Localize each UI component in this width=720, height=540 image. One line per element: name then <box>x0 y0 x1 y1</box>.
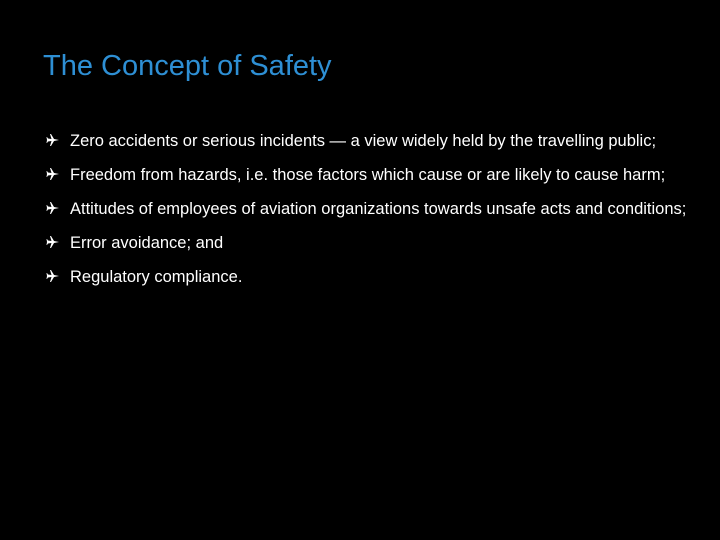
airplane-icon <box>46 269 60 283</box>
bullet-list <box>48 130 698 288</box>
bullet-text: Freedom from hazards, i.e. those factors which cause or are likely to cause harm; <box>70 166 666 184</box>
bullet-item <box>48 198 698 220</box>
airplane-icon <box>46 201 60 215</box>
bullet-text: Regulatory compliance. <box>70 268 243 286</box>
bullet-text: Attitudes of employees of aviation organizations towards unsafe acts and conditions; <box>70 200 687 218</box>
airplane-icon <box>46 133 60 147</box>
slide-title: The Concept of Safety <box>43 50 332 82</box>
bullet-item <box>48 130 698 152</box>
airplane-icon <box>46 235 60 249</box>
bullet-text: Zero accidents or serious incidents — a view widely held by the travelling public; <box>70 132 657 150</box>
bullet-text: Error avoidance; and <box>70 234 224 252</box>
airplane-icon <box>46 167 60 181</box>
bullet-item <box>48 266 698 288</box>
bullet-item <box>48 164 698 186</box>
bullet-item <box>48 232 698 254</box>
